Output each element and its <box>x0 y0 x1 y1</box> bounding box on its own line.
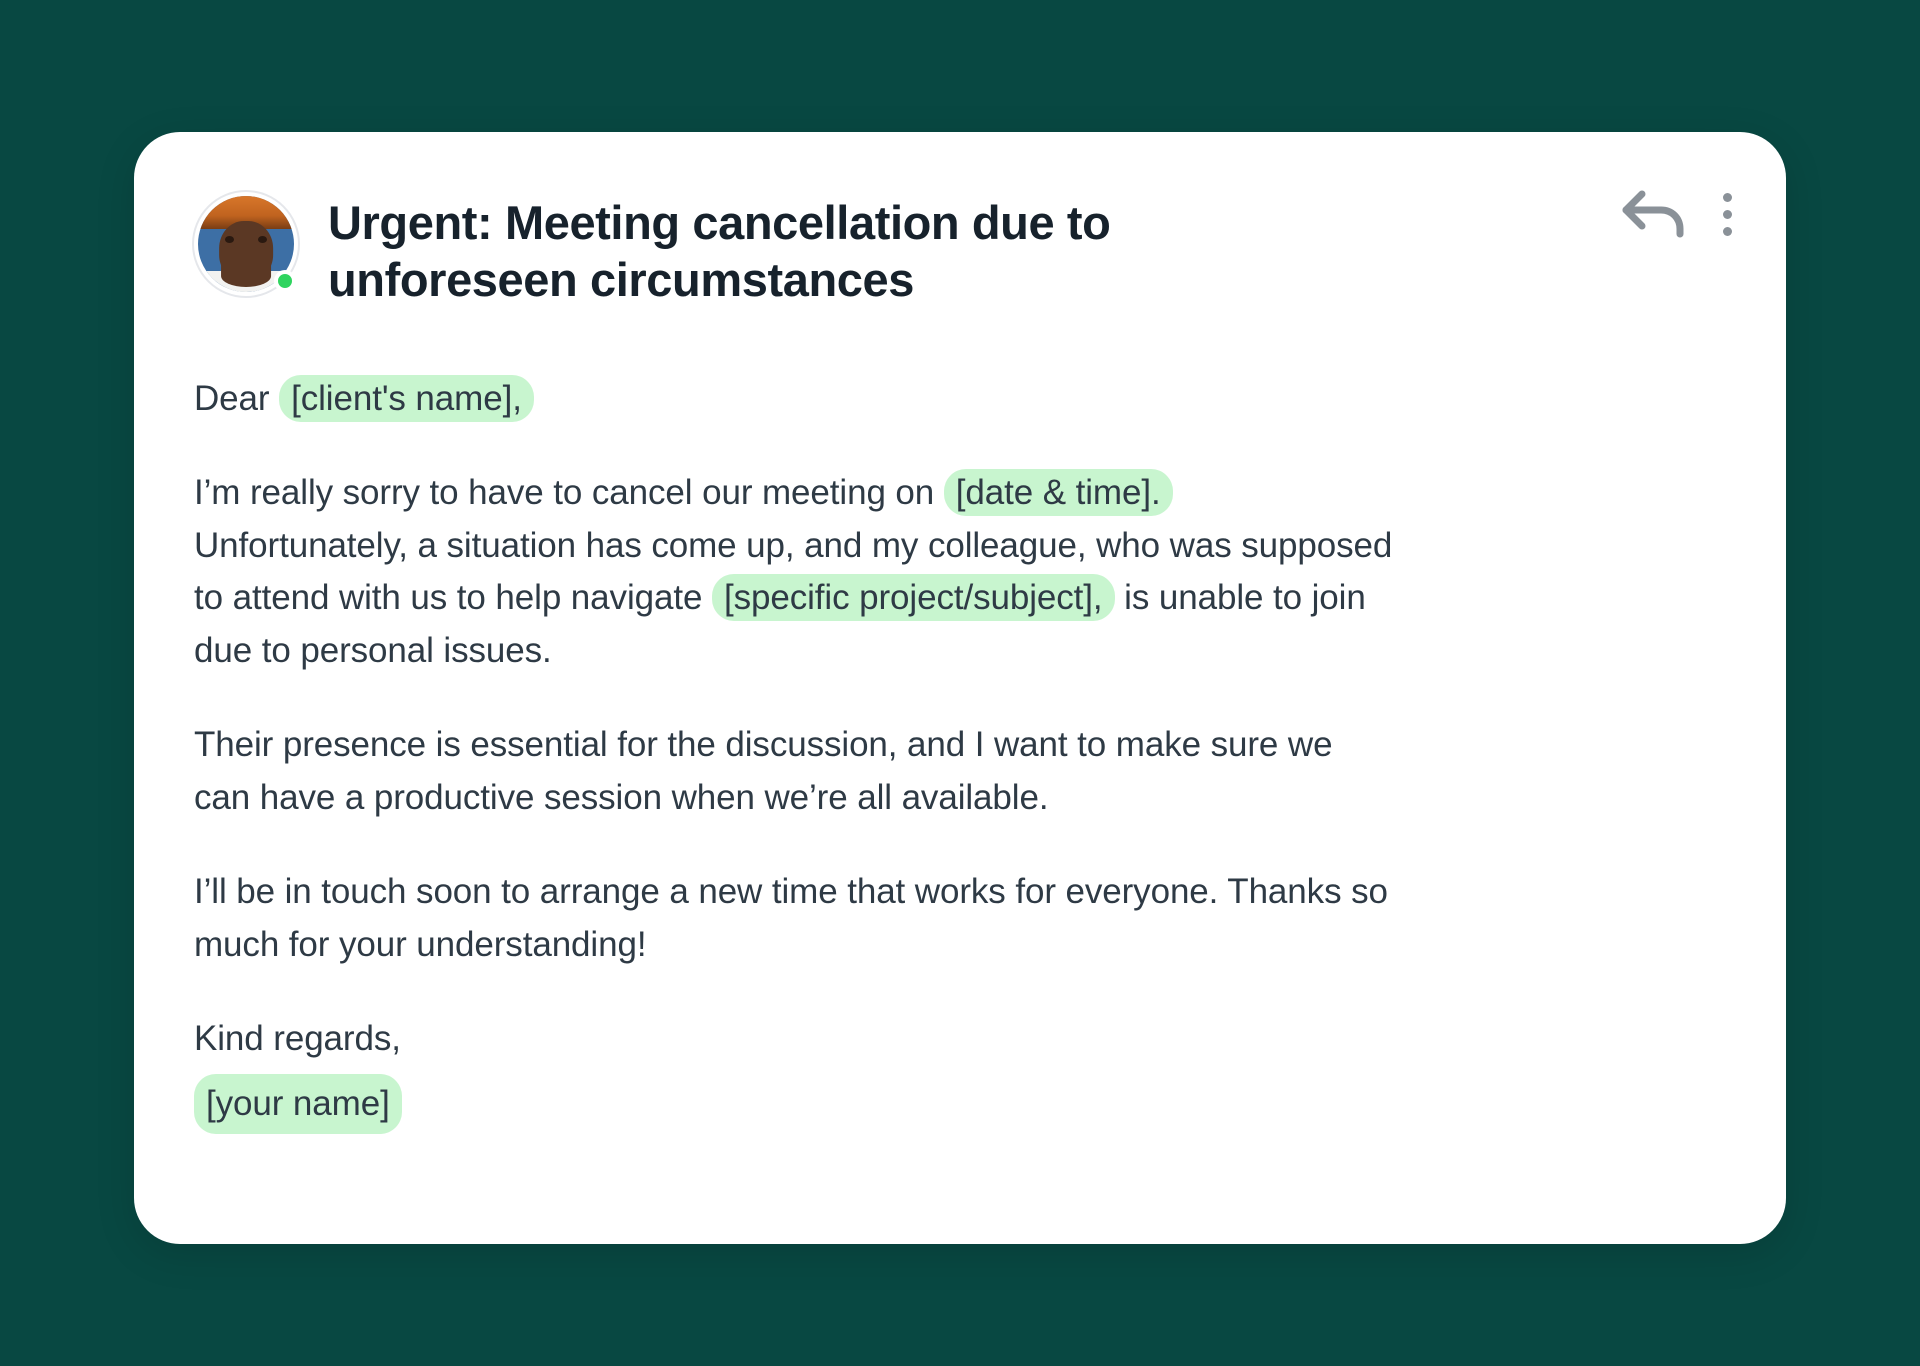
greeting-prefix: Dear <box>194 378 280 418</box>
header-actions <box>1620 188 1732 240</box>
paragraph-1-part-1: I’m really sorry to have to cancel our meeting on <box>194 473 944 513</box>
more-options-icon[interactable] <box>1722 189 1732 240</box>
avatar[interactable] <box>194 192 298 296</box>
project-subject-placeholder: [specific project/subject], <box>712 574 1115 621</box>
email-greeting <box>194 373 1394 426</box>
email-subject: Urgent: Meeting cancellation due to unforeseen circumstances <box>328 196 1111 307</box>
email-paragraph-2: Their presence is essential for the discussion, and I want to make sure we can have a productive session when we’re all available. <box>194 725 1333 817</box>
greeting-placeholder: [client's name], <box>279 375 534 422</box>
email-card <box>134 132 1786 1244</box>
online-status-indicator <box>274 270 296 292</box>
paragraph-1-part-3: is unable to join due to personal issues. <box>194 578 1366 670</box>
paragraph-1-part-2: Unfortunately, a situation has come up, and my colleague, who was supposed to attend with us to help navigate <box>194 525 1393 618</box>
email-body <box>134 309 1454 1135</box>
email-paragraph-1 <box>194 467 1394 677</box>
email-signature <box>194 1013 1394 1134</box>
email-paragraph-3: I’ll be in touch soon to arrange a new time that works for everyone. Thanks so much for your understanding! <box>194 872 1388 964</box>
reply-icon[interactable] <box>1620 188 1686 240</box>
signature-closing: Kind regards, <box>194 1019 401 1059</box>
sender-name-placeholder: [your name] <box>194 1074 402 1135</box>
email-header <box>134 132 1786 309</box>
date-time-placeholder: [date & time]. <box>944 469 1173 516</box>
